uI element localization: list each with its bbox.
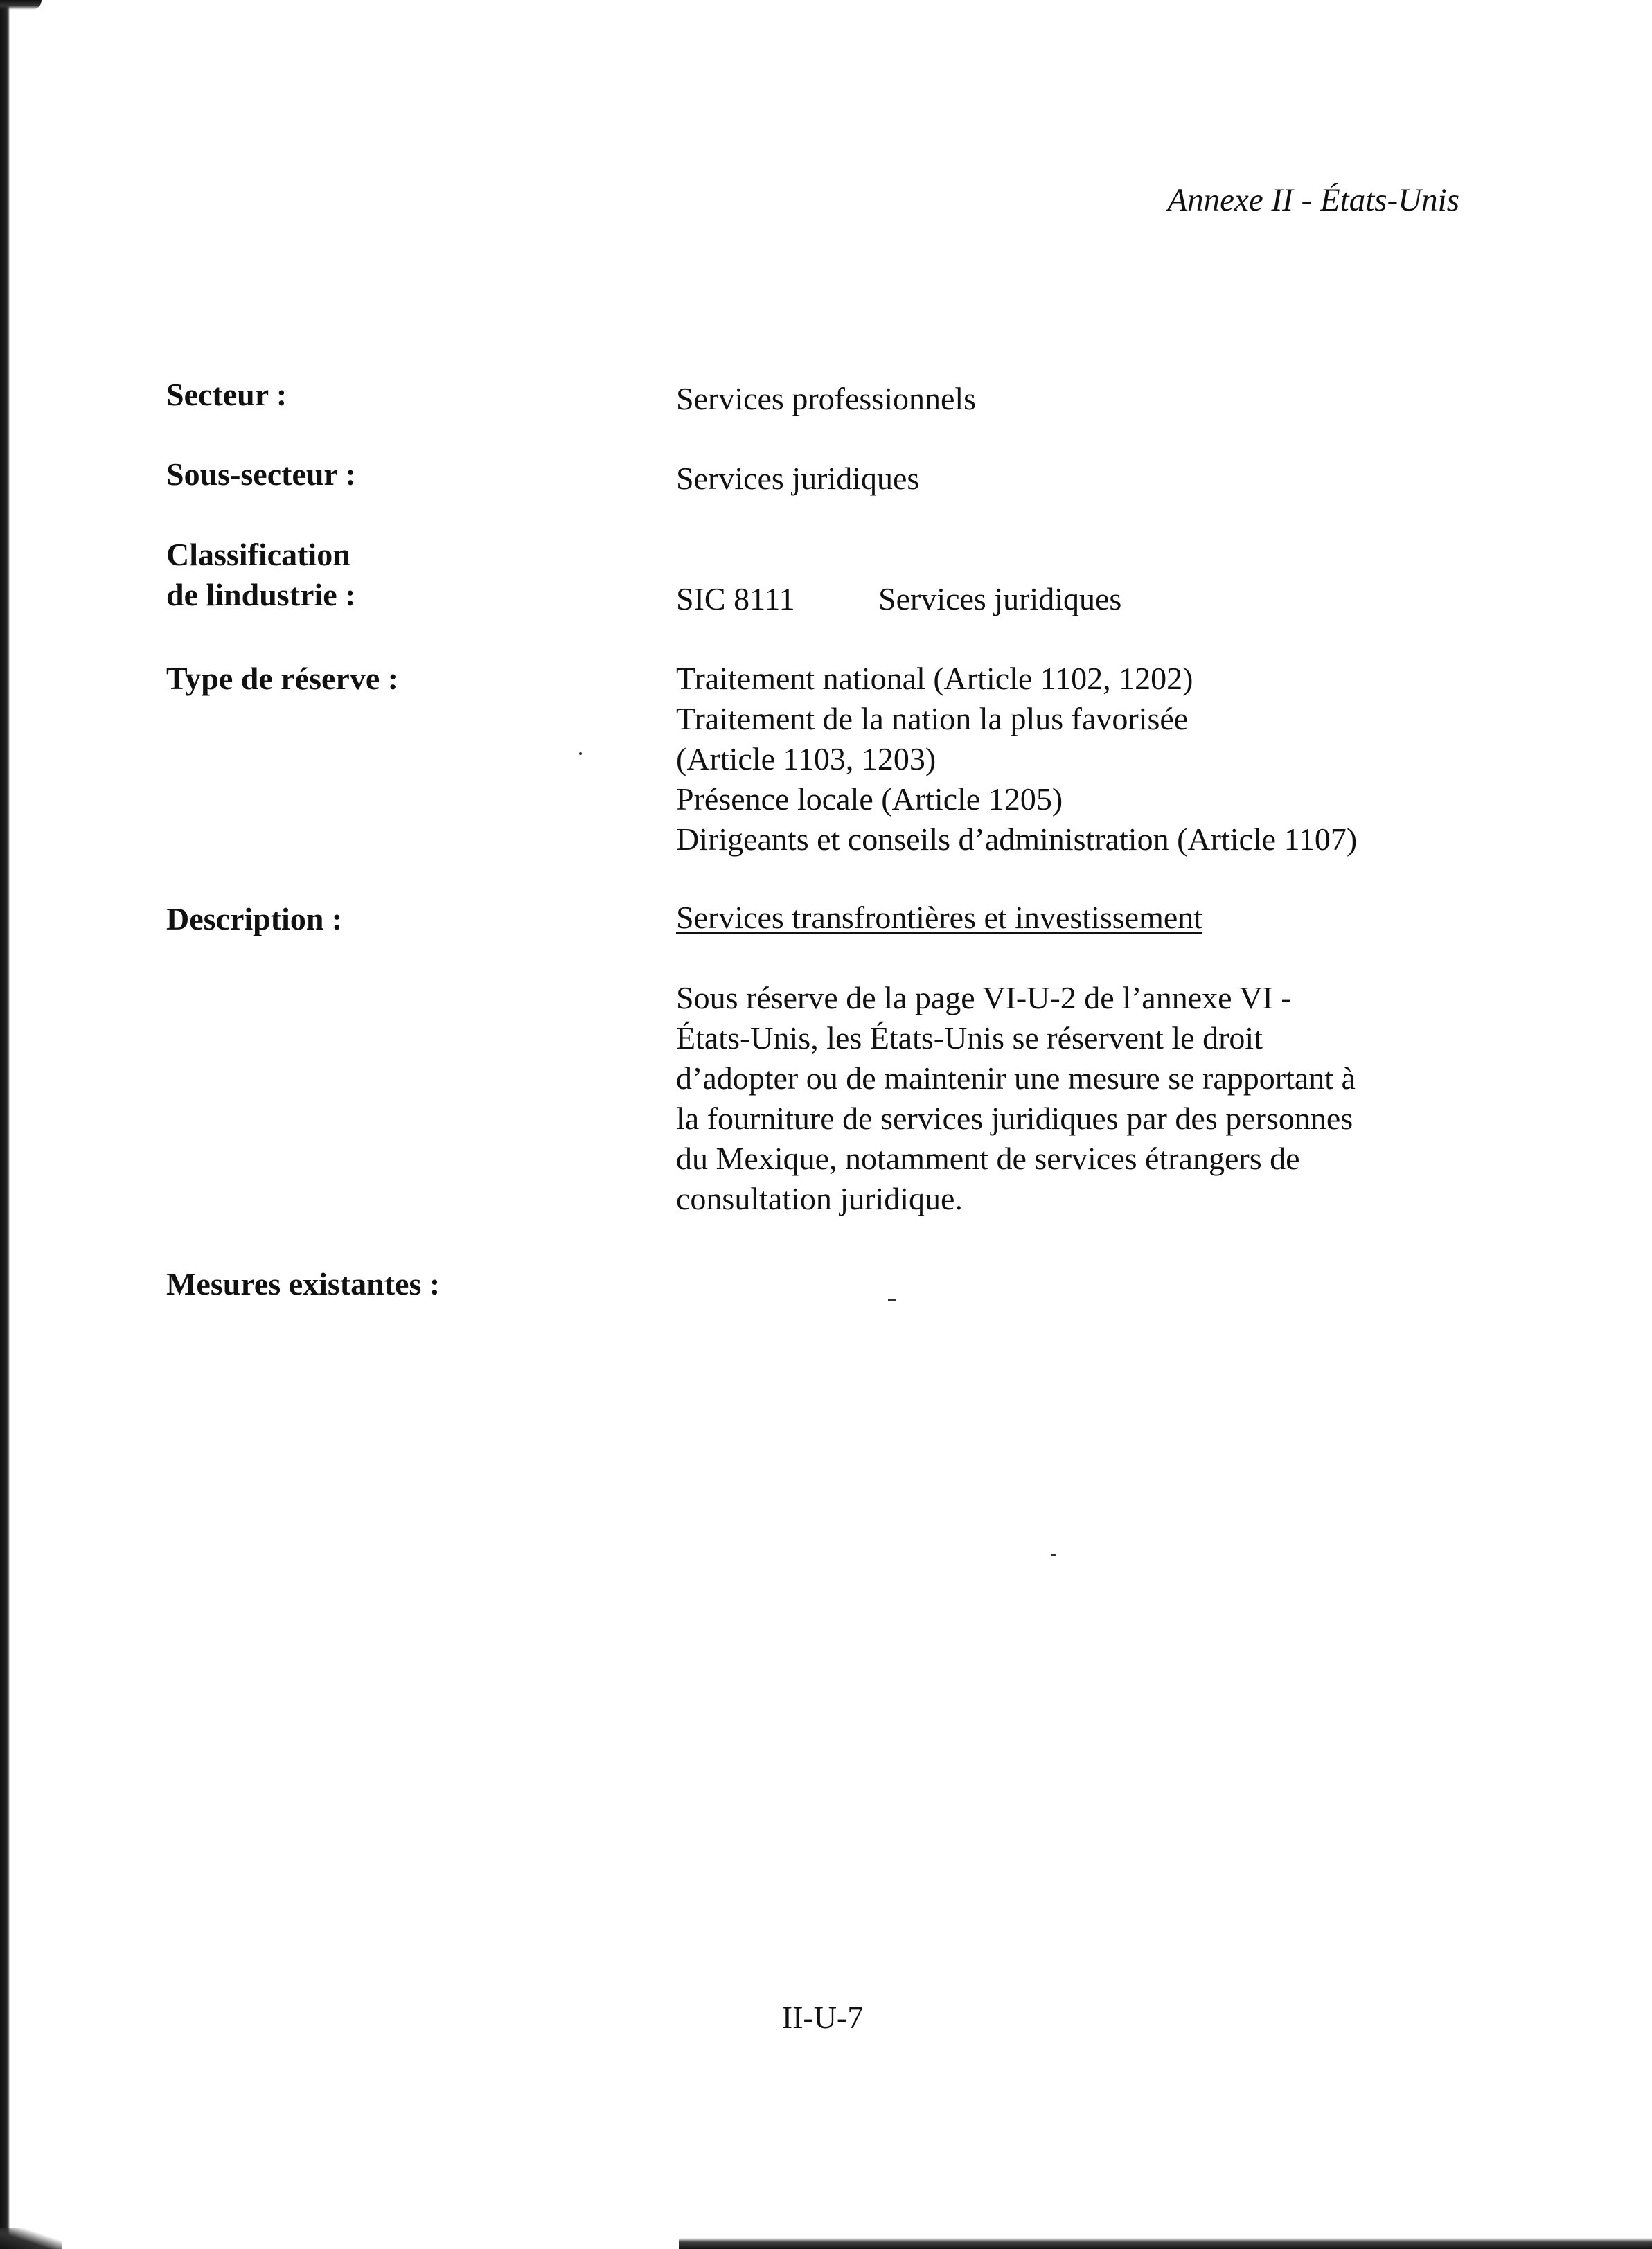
label-classification-line2: de lindustrie : — [166, 577, 356, 612]
description-line: Sous réserve de la page VI-U-2 de l’annexe VI - — [676, 980, 1292, 1015]
value-type-reserve — [676, 659, 1357, 860]
reserve-line: (Article 1103, 1203) — [676, 741, 936, 776]
scan-bottom-corner — [0, 2228, 62, 2249]
label-sous-secteur: Sous-secteur : — [166, 456, 356, 492]
label-classification — [166, 535, 355, 615]
label-description: Description : — [166, 901, 343, 936]
value-secteur: Services professionnels — [676, 381, 977, 416]
scan-top-corner — [0, 0, 42, 10]
label-mesures-existantes: Mesures existantes : — [166, 1266, 441, 1301]
page-number — [0, 1999, 1652, 2036]
page-header: Annexe II - États-Unis — [1167, 182, 1459, 218]
label-classification-line1: Classification — [166, 537, 350, 572]
reserve-line: Traitement de la nation la plus favorisée — [676, 701, 1189, 736]
page-number-text: II-U-7 — [781, 2000, 864, 2035]
scan-bottom-edge — [679, 2238, 1652, 2249]
description-line: d’adopter ou de maintenir une mesure se rapportant à — [676, 1060, 1356, 1096]
scan-speck — [1051, 1554, 1056, 1556]
description-line: États-Unis, les États-Unis se réservent le droit — [676, 1020, 1263, 1056]
description-line: du Mexique, notamment de services étrangers de — [676, 1141, 1300, 1176]
description-body — [676, 978, 1356, 1219]
scan-speck — [579, 752, 582, 755]
sic-description: Services juridiques — [878, 581, 1122, 616]
description-heading: Services transfrontières et investissement — [676, 900, 1203, 935]
reserve-line: Présence locale (Article 1205) — [676, 781, 1063, 817]
sic-code: SIC 8111 — [676, 581, 795, 616]
label-secteur: Secteur : — [166, 377, 287, 412]
label-type-reserve: Type de réserve : — [166, 661, 399, 696]
scan-binding-edge — [0, 0, 10, 2249]
reserve-line: Traitement national (Article 1102, 1202) — [676, 661, 1193, 696]
scan-speck — [888, 1299, 896, 1301]
value-classification — [676, 579, 1121, 619]
description-line: consultation juridique. — [676, 1181, 963, 1216]
description-line: la fourniture de services juridiques par des personnes — [676, 1101, 1353, 1136]
reserve-line: Dirigeants et conseils d’administration (Article 1107) — [676, 821, 1358, 857]
value-sous-secteur: Services juridiques — [676, 461, 920, 496]
